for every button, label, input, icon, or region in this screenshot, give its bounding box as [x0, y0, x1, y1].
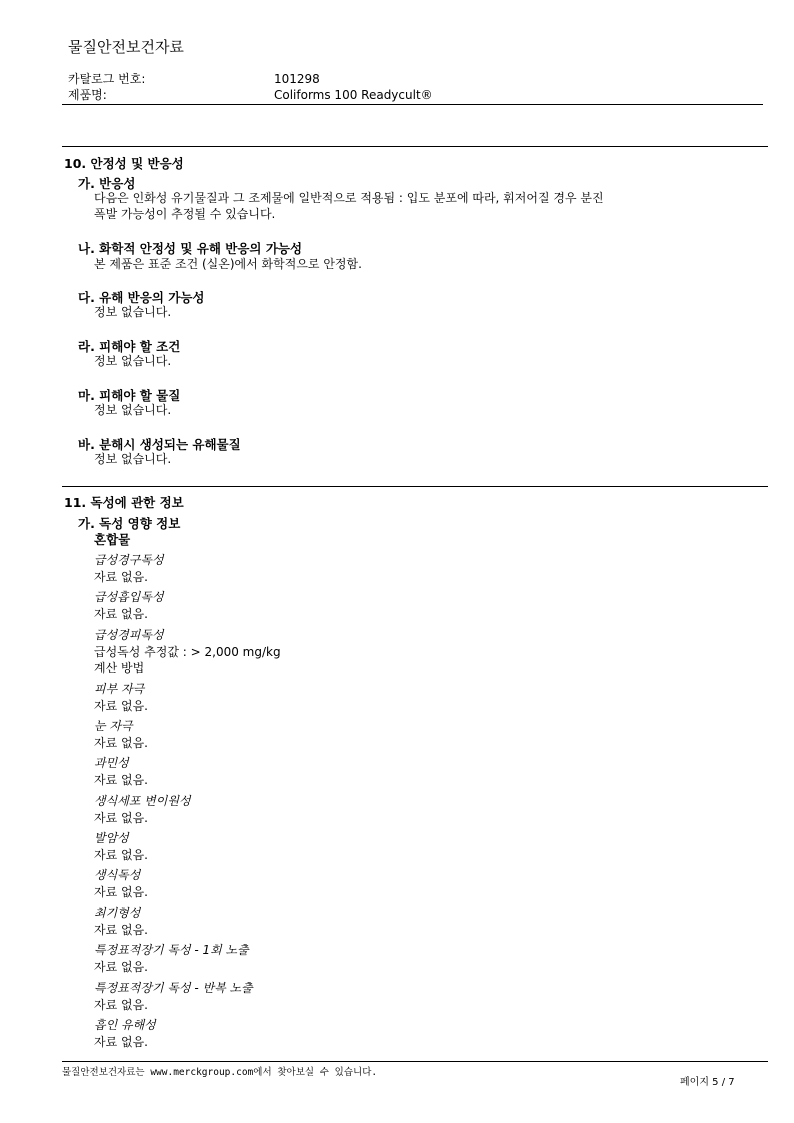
carcinogenicity-value: 자료 없음.: [94, 848, 148, 862]
catalog-label: 카탈로그 번호:: [68, 72, 146, 86]
header-divider: [62, 104, 763, 105]
catalog-value: 101298: [274, 72, 320, 86]
aspiration-hazard-value: 자료 없음.: [94, 1035, 148, 1049]
conditions-to-avoid-text: 정보 없습니다.: [94, 354, 172, 368]
hazardous-reactions-text: 정보 없습니다.: [94, 305, 172, 319]
reactivity-text-1: 다음은 인화성 유기물질과 그 조제물에 일반적으로 적용됨 : 입도 분포에 따라, 휘저어질 경우 분진: [94, 191, 604, 205]
document-title: 물질안전보건자료: [68, 38, 184, 56]
section-10-title: 10. 안정성 및 반응성: [64, 156, 184, 171]
section-divider: [62, 146, 768, 147]
reproductive-toxicity-value: 자료 없음.: [94, 885, 148, 899]
stot-repeated-exposure-value: 자료 없음.: [94, 998, 148, 1012]
skin-irritation-label: 피부 자극: [94, 682, 145, 696]
germ-cell-mutagenicity-value: 자료 없음.: [94, 811, 148, 825]
eye-irritation-label: 눈 자극: [94, 719, 133, 733]
toxicology-info-title: 가. 독성 영향 정보: [78, 516, 181, 531]
sensitization-value: 자료 없음.: [94, 773, 148, 787]
acute-oral-toxicity-label: 급성경구독성: [94, 553, 164, 567]
stability-text: 본 제품은 표준 조건 (실온)에서 화학적으로 안정함.: [94, 257, 362, 271]
product-value: Coliforms 100 Readycult®: [274, 88, 433, 102]
incompatible-materials-title: 마. 피해야 할 물질: [78, 388, 181, 403]
eye-irritation-value: 자료 없음.: [94, 736, 148, 750]
skin-irritation-value: 자료 없음.: [94, 699, 148, 713]
section-divider: [62, 486, 768, 487]
reproductive-toxicity-label: 생식독성: [94, 868, 141, 882]
teratogenicity-value: 자료 없음.: [94, 923, 148, 937]
page-number: 페이지 5 / 7: [680, 1077, 735, 1088]
stot-repeated-exposure-label: 특정표적장기 독성 - 반복 노출: [94, 981, 253, 995]
stot-single-exposure-label: 특정표적장기 독성 - 1회 노출: [94, 943, 249, 957]
footer-note: 물질안전보건자료는 www.merckgroup.com에서 찾아보실 수 있습니다.: [62, 1067, 378, 1078]
teratogenicity-label: 최기형성: [94, 906, 141, 920]
product-label: 제품명:: [68, 88, 107, 102]
decomposition-products-text: 정보 없습니다.: [94, 452, 172, 466]
acute-inhalation-toxicity-value: 자료 없음.: [94, 607, 148, 621]
germ-cell-mutagenicity-label: 생식세포 변이원성: [94, 794, 191, 808]
mixture-label: 혼합물: [94, 532, 131, 547]
aspiration-hazard-label: 흡인 유해성: [94, 1018, 156, 1032]
acute-inhalation-toxicity-label: 급성흡입독성: [94, 590, 164, 604]
acute-oral-toxicity-value: 자료 없음.: [94, 570, 148, 584]
conditions-to-avoid-title: 라. 피해야 할 조건: [78, 339, 181, 354]
sensitization-label: 과민성: [94, 756, 129, 770]
incompatible-materials-text: 정보 없습니다.: [94, 403, 172, 417]
carcinogenicity-label: 발암성: [94, 831, 129, 845]
acute-dermal-toxicity-value: 급성독성 추정값 : > 2,000 mg/kg: [94, 645, 281, 659]
reactivity-title: 가. 반응성: [78, 176, 136, 191]
decomposition-products-title: 바. 분해시 생성되는 유해물질: [78, 437, 241, 452]
stot-single-exposure-value: 자료 없음.: [94, 960, 148, 974]
acute-dermal-toxicity-label: 급성경피독성: [94, 628, 164, 642]
stability-title: 나. 화학적 안정성 및 유해 반응의 가능성: [78, 241, 303, 256]
footer-divider: [62, 1061, 768, 1062]
section-11-title: 11. 독성에 관한 정보: [64, 495, 184, 510]
hazardous-reactions-title: 다. 유해 반응의 가능성: [78, 290, 205, 305]
reactivity-text-2: 폭발 가능성이 추정될 수 있습니다.: [94, 207, 276, 221]
acute-dermal-toxicity-method: 계산 방법: [94, 661, 145, 675]
